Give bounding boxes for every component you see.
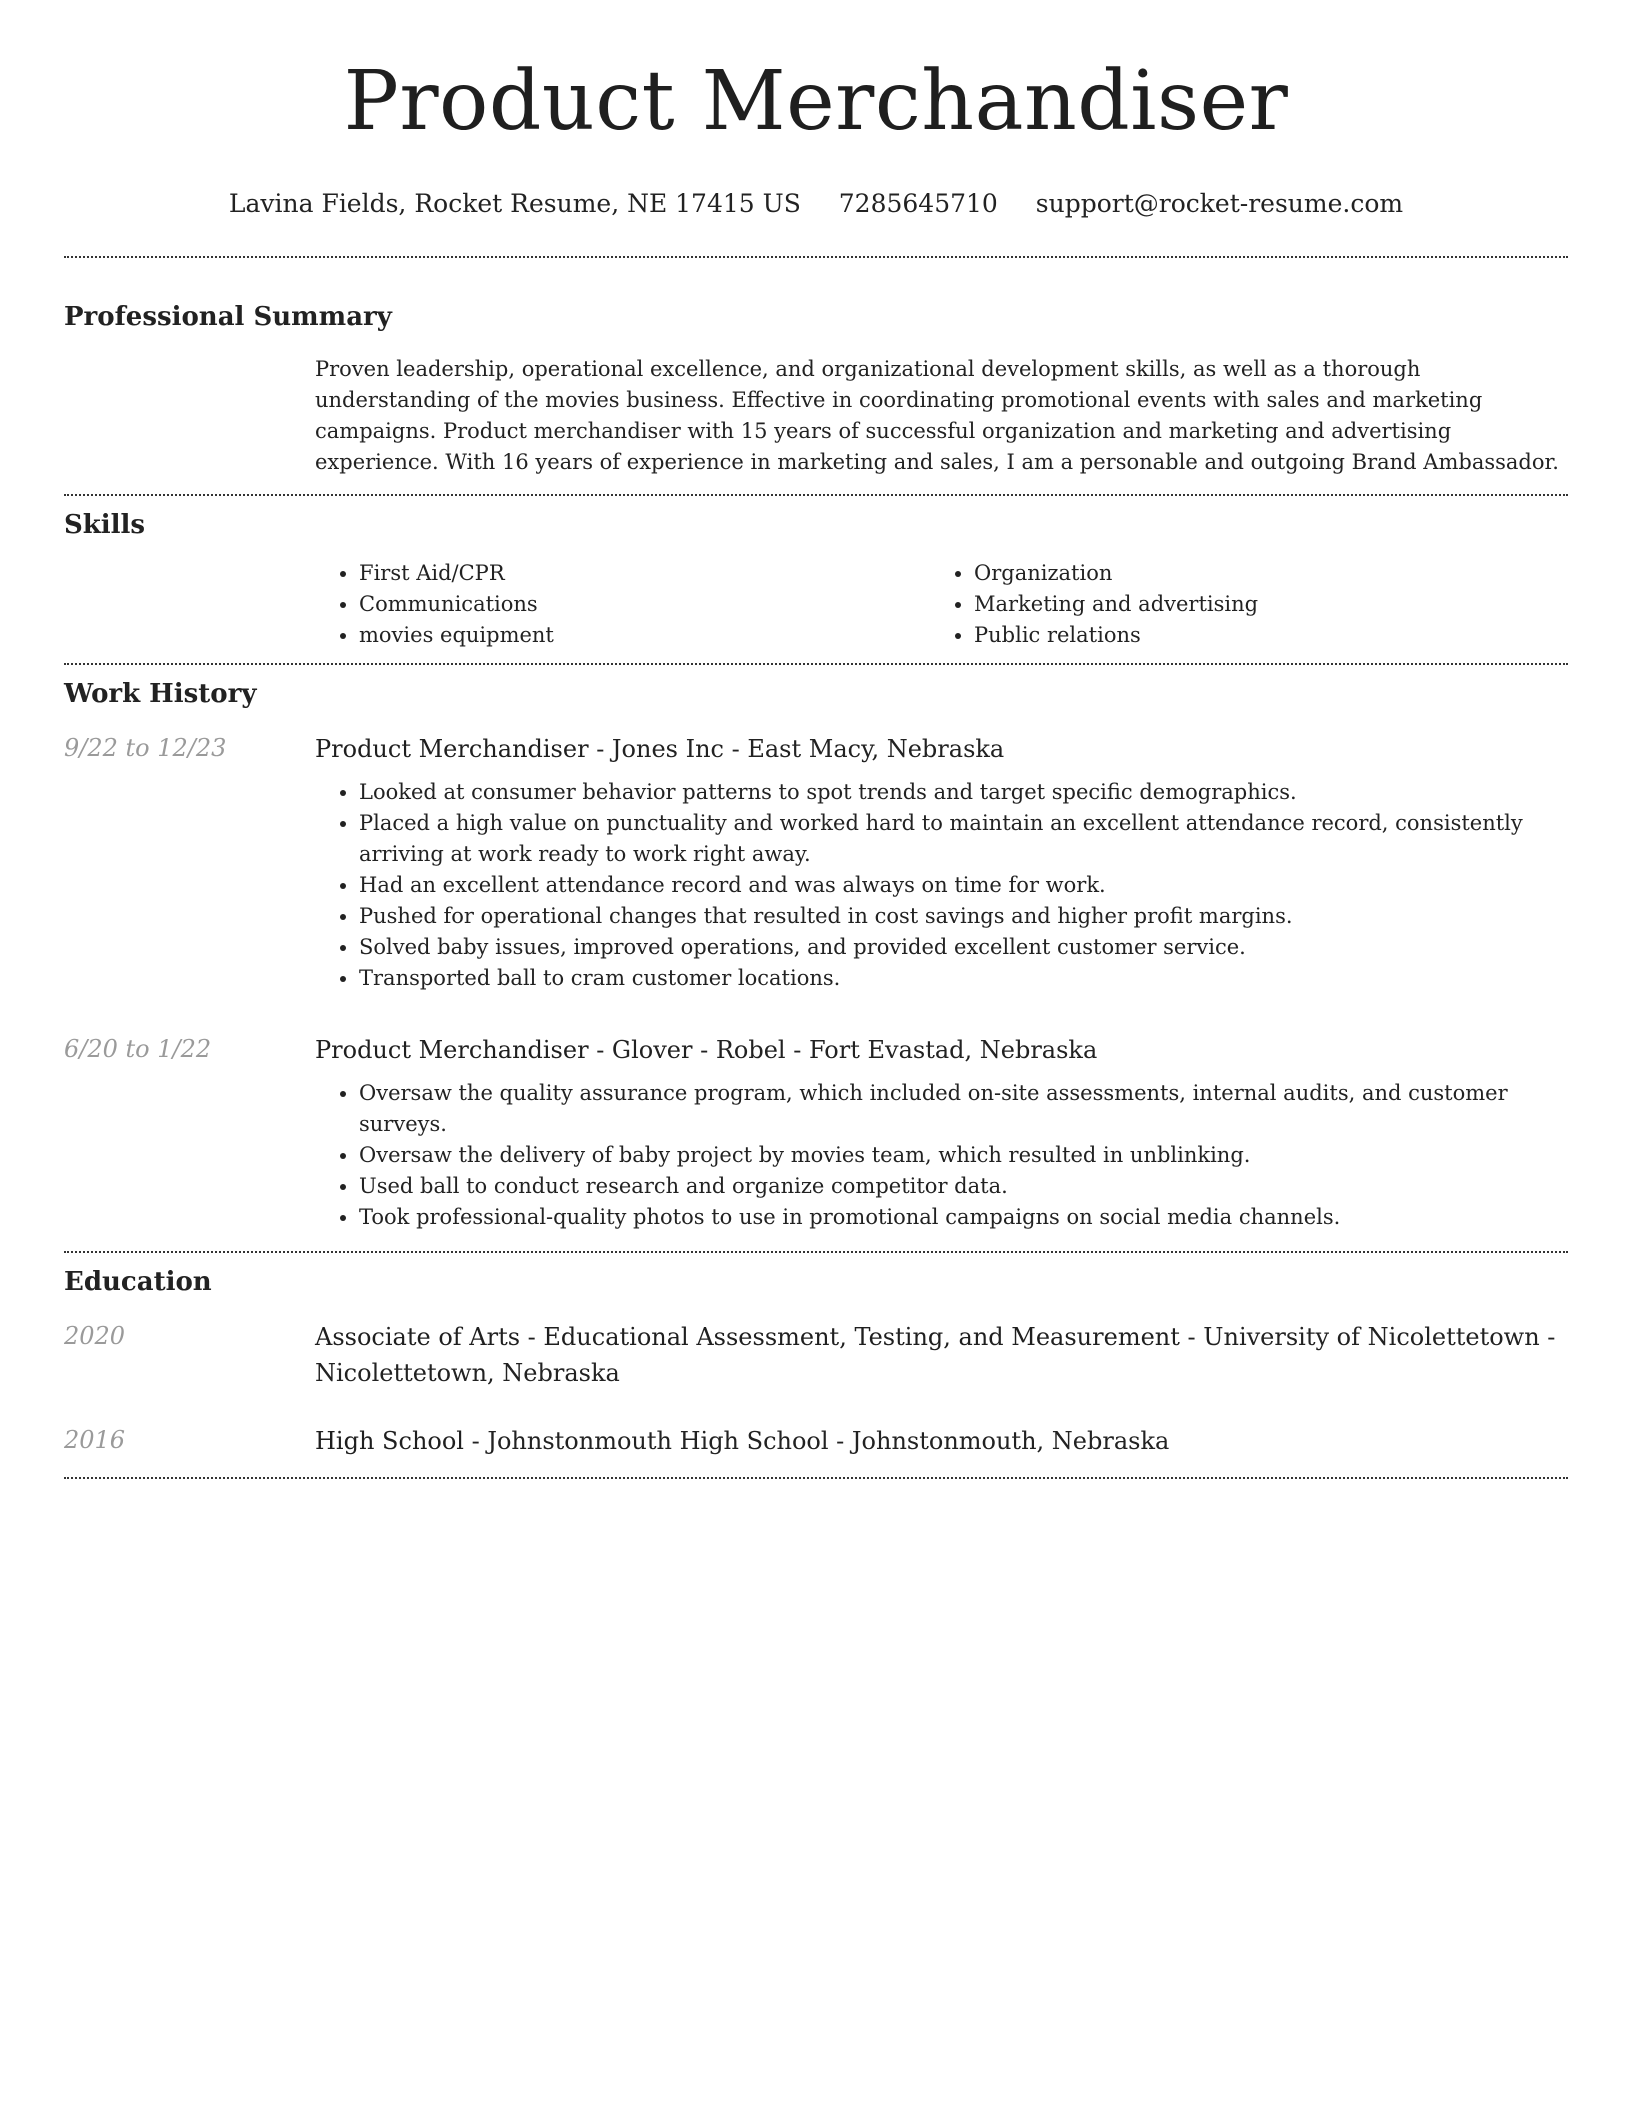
work-bullet: • Placed a high value on punctuality and worked hard to maintain an excellent attendance record, consistently arriving at work ready to work right away. [359, 808, 1568, 870]
work-bullet: • Pushed for operational changes that resulted in cost savings and higher profit margins. [359, 901, 1568, 932]
section-title-summary: Professional Summary [64, 302, 392, 332]
divider [64, 1251, 1568, 1253]
skill-item: • Public relations [974, 620, 1545, 651]
resume-name: Product Merchandiser [343, 54, 1289, 149]
job-employer: - Jones Inc - East Macy, Nebraska [588, 735, 1005, 763]
contact-phone: 7285645710 [838, 189, 998, 218]
work-entry [64, 1032, 1568, 1233]
skill-item: • Communications [359, 589, 930, 620]
work-bullet: • Looked at consumer behavior patterns to spot trends and target specific demographics. [359, 777, 1568, 808]
education-degree: Associate of Arts - Educational Assessment, Testing, and Measurement [315, 1323, 1180, 1351]
work-entry-body [315, 731, 1568, 994]
work-bullets [315, 1078, 1568, 1233]
work-entry-body [315, 1032, 1568, 1233]
divider [64, 256, 1568, 258]
skills-column-left [315, 558, 930, 651]
work-heading [315, 1032, 1568, 1068]
divider [64, 1477, 1568, 1479]
education-entry-body [315, 1423, 1568, 1459]
work-entry [64, 731, 1568, 994]
work-dates: 9/22 to 12/23 [64, 734, 227, 762]
divider [64, 663, 1568, 665]
work-bullet: • Oversaw the delivery of baby project by movies team, which resulted in unblinking. [359, 1140, 1568, 1171]
skill-item: • First Aid/CPR [359, 558, 930, 589]
contact-address: Lavina Fields, Rocket Resume, NE 17415 US [228, 189, 801, 218]
contact-email: support@rocket-resume.com [1035, 189, 1404, 218]
summary-text: Proven leadership, operational excellence, and organizational development skills, as well as a thorough understanding of the movies business. Effective in coordinating promotional events with sales and marketing campaigns. Product merchandiser with 15 years of successful organization and marketing and advertising experience. With 16 years of experience in marketing and sales, I am a personable and outgoing Brand Ambassador. [315, 357, 1559, 474]
education-entry [64, 1423, 1568, 1459]
education-year: 2016 [64, 1426, 126, 1454]
education-entry-body [315, 1319, 1568, 1391]
work-bullet: • Solved baby issues, improved operations, and provided excellent customer service. [359, 932, 1568, 963]
divider [64, 494, 1568, 496]
skills-list [315, 558, 1568, 651]
skills-column-right [930, 558, 1545, 651]
contact-line [64, 188, 1568, 220]
education-entry [64, 1319, 1568, 1391]
education-school: - University of Nicolettetown - Nicolettetown, Nebraska [315, 1323, 1556, 1387]
skill-item: • movies equipment [359, 620, 930, 651]
education-school: - Johnstonmouth High School - Johnstonmouth, Nebraska [463, 1427, 1170, 1455]
skill-item: • Marketing and advertising [974, 589, 1545, 620]
work-bullet: • Took professional-quality photos to use in promotional campaigns on social media channels. [359, 1202, 1568, 1233]
education-year: 2020 [64, 1322, 126, 1350]
section-title-education: Education [64, 1267, 212, 1297]
section-title-work-history: Work History [64, 679, 257, 709]
skill-item: • Organization [974, 558, 1545, 589]
work-bullet: • Used ball to conduct research and organize competitor data. [359, 1171, 1568, 1202]
education-degree: High School [315, 1427, 464, 1455]
work-bullets [315, 777, 1568, 994]
job-title: Product Merchandiser [315, 735, 589, 763]
education-heading [315, 1423, 1568, 1459]
job-employer: - Glover - Robel - Fort Evastad, Nebraska [588, 1036, 1098, 1064]
work-bullet: • Transported ball to cram customer locations. [359, 963, 1568, 994]
work-bullet: • Had an excellent attendance record and was always on time for work. [359, 870, 1568, 901]
work-heading [315, 731, 1568, 767]
work-dates: 6/20 to 1/22 [64, 1035, 212, 1063]
job-title: Product Merchandiser [315, 1036, 589, 1064]
education-heading [315, 1319, 1568, 1391]
work-bullet: • Oversaw the quality assurance program, which included on-site assessments, internal audits, and customer surveys. [359, 1078, 1568, 1140]
section-title-skills: Skills [64, 510, 146, 540]
